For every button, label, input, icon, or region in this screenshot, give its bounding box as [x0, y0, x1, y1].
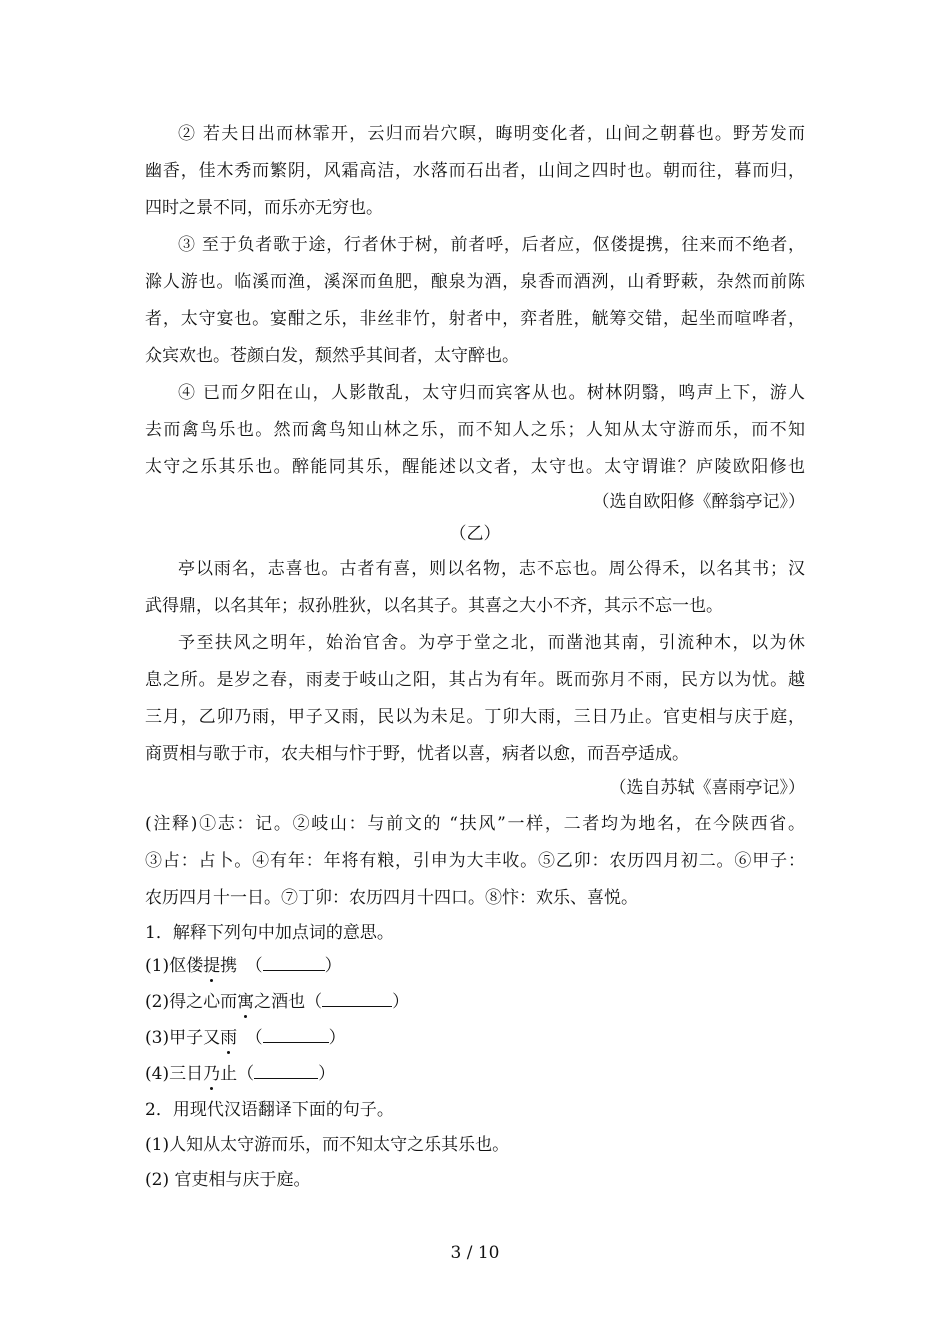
notes-line-3: 农历四月十一日。⑦丁卯：农历四月十四口。⑧忭：欢乐、喜悦。 — [145, 888, 638, 908]
question-1-item-2 — [145, 990, 409, 1014]
passage-a-p3-line-3: 者，太守宴也。宴酣之乐，非丝非竹，射者中，弈者胜，觥筹交错，起坐而喧哗者， — [145, 309, 805, 329]
item-suffix: 之酒也（ — [254, 992, 323, 1012]
item-suffix: （ — [237, 1028, 263, 1048]
question-1-stem: 1．解释下列句中加点词的意思。 — [145, 923, 394, 943]
passage-b-p2-line-3: 三月，乙卯乃雨，甲子又雨，民以为未足。丁卯大雨，三日乃止。官吏相与庆于庭， — [145, 707, 805, 727]
question-2-item-1: (1)人知从太守游而乐，而不知太守之乐其乐也。 — [145, 1135, 510, 1155]
question-2-stem: 2．用现代汉语翻译下面的句子。 — [145, 1100, 394, 1120]
passage-a-p4-line-1: ④ 已而夕阳在山，人影散乱，太守归而宾客从也。树林阴翳，鸣声上下，游人 — [178, 383, 805, 403]
passage-b-p1-line-2: 武得鼎，以名其年；叔孙胜狄，以名其子。其喜之大小不齐，其示不忘一也。 — [145, 596, 723, 616]
passage-a-p4-line-2: 去而禽鸟乐也。然而禽鸟知山林之乐，而不知人之乐；人知从太守游而乐，而不知 — [145, 420, 805, 440]
question-1-item-4 — [145, 1062, 335, 1086]
item-prefix: (1)伛偻 — [145, 956, 204, 976]
passage-a-p2-line-1: ② 若夫日出而林霏开，云归而岩穴暝，晦明变化者，山间之朝暮也。野芳发而 — [178, 124, 805, 144]
passage-a-p3-line-2: 滁人游也。临溪而渔，溪深而鱼肥，酿泉为酒，泉香而酒洌，山肴野蔌，杂然而前陈 — [145, 272, 805, 292]
question-1-item-1 — [145, 954, 342, 978]
notes-line-2: ③占：占卜。④有年：年将有粮，引申为大丰收。⑤乙卯：农历四月初二。⑥甲子： — [145, 851, 805, 871]
item-suffix: 止（ — [220, 1064, 255, 1084]
dotted-character: 乃 — [203, 1064, 221, 1084]
passage-a-p2-line-3: 四时之景不同，而乐亦无穷也。 — [145, 198, 383, 218]
passage-a-p3-line-1: ③ 至于负者歌于途，行者休于树，前者呼，后者应，伛偻提携，往来而不绝者， — [178, 235, 805, 255]
passage-b-p2-line-4: 商贾相与歌于市，农夫相与忭于野，忧者以喜，病者以愈，而吾亭适成。 — [145, 744, 689, 764]
passage-a-source: （选自欧阳修《醉翁亭记》） — [592, 492, 805, 512]
answer-blank[interactable] — [263, 1026, 329, 1043]
item-prefix: (4)三日 — [145, 1064, 204, 1084]
answer-blank[interactable] — [254, 1062, 318, 1079]
question-2-item-2: (2) 官吏相与庆于庭。 — [145, 1170, 311, 1190]
dotted-character: 提 — [203, 956, 221, 976]
page-number: 3 / 10 — [450, 1243, 500, 1263]
dotted-character: 雨 — [220, 1028, 238, 1048]
passage-a-p4-line-3: 太守之乐其乐也。醉能同其乐，醒能述以文者，太守也。太守谓谁？庐陵欧阳修也 — [145, 457, 805, 477]
passage-a-p2-line-2: 幽香，佳木秀而繁阴，风霜高洁，水落而石出者，山间之四时也。朝而往，暮而归， — [145, 161, 805, 181]
answer-blank[interactable] — [263, 954, 325, 971]
passage-b-p2-line-2: 息之所。是岁之春，雨麦于岐山之阳，其占为有年。既而弥月不雨，民方以为忧。越 — [145, 670, 805, 690]
passage-b-source: （选自苏轼《喜雨亭记》） — [609, 778, 805, 798]
dotted-character: 寓 — [237, 992, 255, 1012]
item-close: ） — [328, 1028, 346, 1048]
item-close: ） — [392, 992, 410, 1012]
item-close: ） — [318, 1064, 336, 1084]
item-close: ） — [324, 956, 342, 976]
item-prefix: (3)甲子又 — [145, 1028, 221, 1048]
answer-blank[interactable] — [322, 990, 392, 1007]
passage-b-p1-line-1: 亭以雨名，志喜也。古者有喜，则以名物，志不忘也。周公得禾，以名其书；汉 — [178, 559, 805, 579]
question-1-item-3 — [145, 1026, 346, 1050]
item-suffix: 携 （ — [220, 956, 263, 976]
passage-b-p2-line-1: 予至扶风之明年，始治官舍。为亭于堂之北，而凿池其南，引流种木，以为休 — [178, 633, 805, 653]
passage-b-heading: （乙） — [449, 524, 501, 544]
notes-line-1: (注释)①志：记。②岐山：与前文的 “扶风”一样，二者均为地名，在今陕西省。 — [145, 814, 805, 834]
item-prefix: (2)得之心而 — [145, 992, 238, 1012]
passage-a-p3-line-4: 众宾欢也。苍颜白发，颓然乎其间者，太守醉也。 — [145, 346, 519, 366]
